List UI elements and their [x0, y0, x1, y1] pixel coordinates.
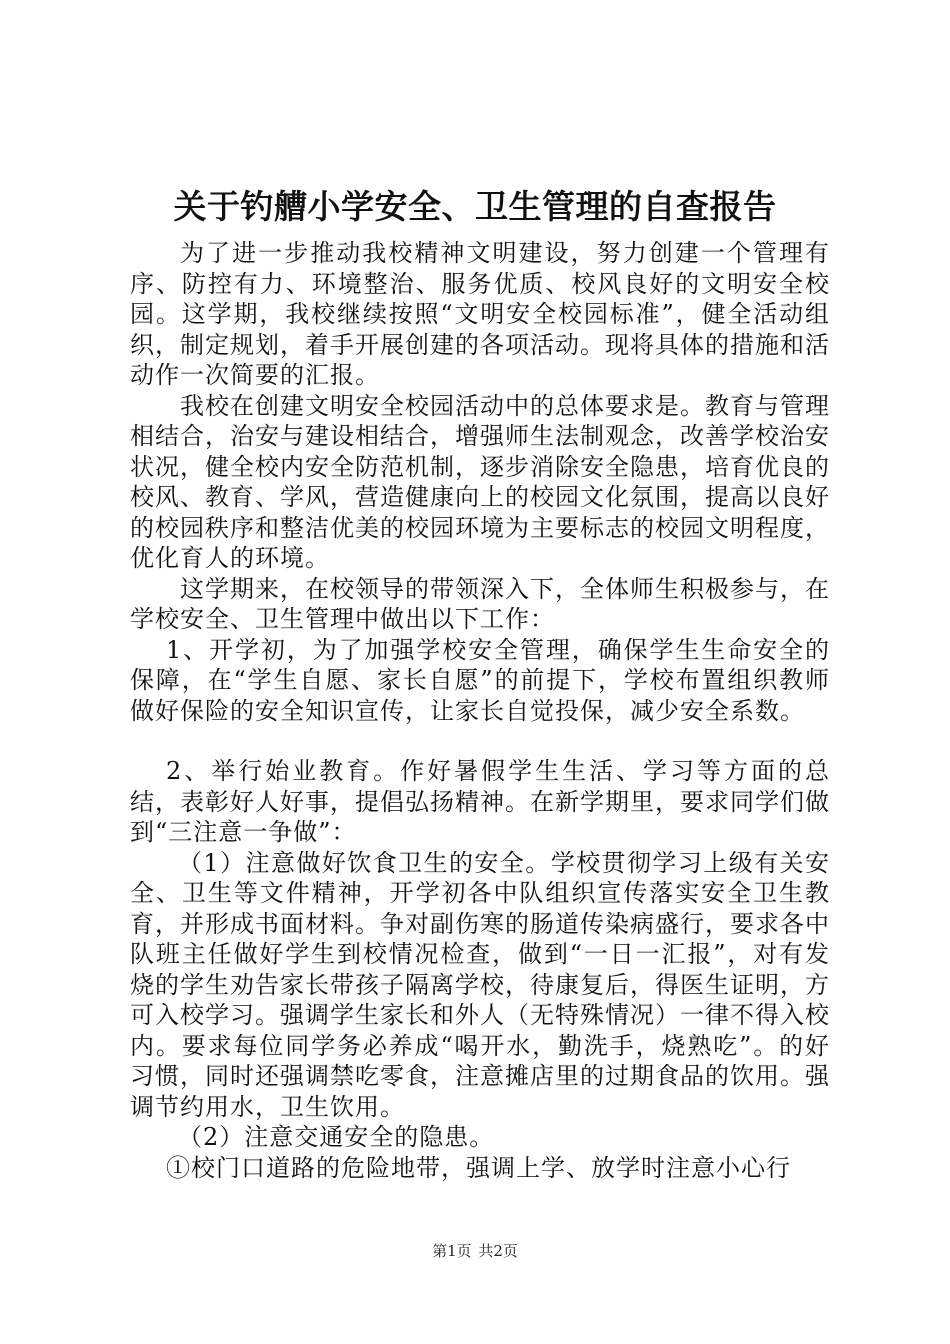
paragraph-requirements: 我校在创建文明安全校园活动中的总体要求是。教育与管理相结合，治安与建设相结合，增强师生法制观念，改善学校治安状况，健全校内安全防范机制，逐步消除安全隐患，培育优良的校风、教育、学风，营造健康向上的校园文化氛围，提高以良好的校园秩序和整洁优美的校园环境为主要标志的校园文明程度，优化育人的环境。 — [130, 391, 830, 572]
paragraph-item-2-2: （2）注意交通安全的隐患。 — [178, 1123, 495, 1151]
paragraph-work-summary: 这学期来，在校领导的带领深入下，全体师生积极参与，在学校安全、卫生管理中做出以下工作： — [130, 574, 830, 633]
paragraph-item-2: 2、举行始业教育。作好暑假学生生活、学习等方面的总结，表彰好人好事，提倡弘扬精神。在新学期里，要求同学们做到“三注意一争做”： — [130, 757, 830, 846]
page-total: 共2页 — [478, 1242, 518, 1260]
paragraph-item-2-2-a: ①校门口道路的危险地带，强调上学、放学时注意小心行 — [166, 1153, 791, 1182]
document-title: 关于钓艚小学安全、卫生管理的自查报告 — [173, 187, 777, 226]
paragraph-intro: 为了进一步推动我校精神文明建设，努力创建一个管理有序、防控有力、环境整治、服务优质、校风良好的文明安全校园。这学期，我校继续按照“文明安全校园标准”，健全活动组织，制定规划，着手开展创建的各项活动。现将具体的措施和活动作一次简要的汇报。 — [130, 239, 830, 389]
page-number: 第1页 — [432, 1242, 472, 1260]
paragraph-item-2-1: （1）注意做好饮食卫生的安全。学校贯彻学习上级有关安全、卫生等文件精神，开学初各中队组织宣传落实安全卫生教育，并形成书面材料。争对副伤寒的肠道传染病盛行，要求各中队班主任做好学生到校情况检查，做到“一日一汇报”，对有发烧的学生劝告家长带孩子隔离学校，待康复后，得医生证明，方可入校学习。强调学生家长和外人（无特殊情况）一律不得入校内。要求每位同学务必养成“喝开水，勤洗手，烧熟吃”。的好习惯，同时还强调禁吃零食，注意摊店里的过期食品的饮用。强调节约用水，卫生饮用。 — [130, 848, 830, 1121]
page-footer — [0, 1241, 950, 1261]
document-body — [130, 238, 830, 1183]
paragraph-item-1: 1、开学初，为了加强学校安全管理，确保学生生命安全的保障，在“学生自愿、家长自愿”的前提下，学校布置组织教师做好保险的安全知识宣传，让家长自觉投保，减少安全系数。 — [130, 635, 830, 725]
